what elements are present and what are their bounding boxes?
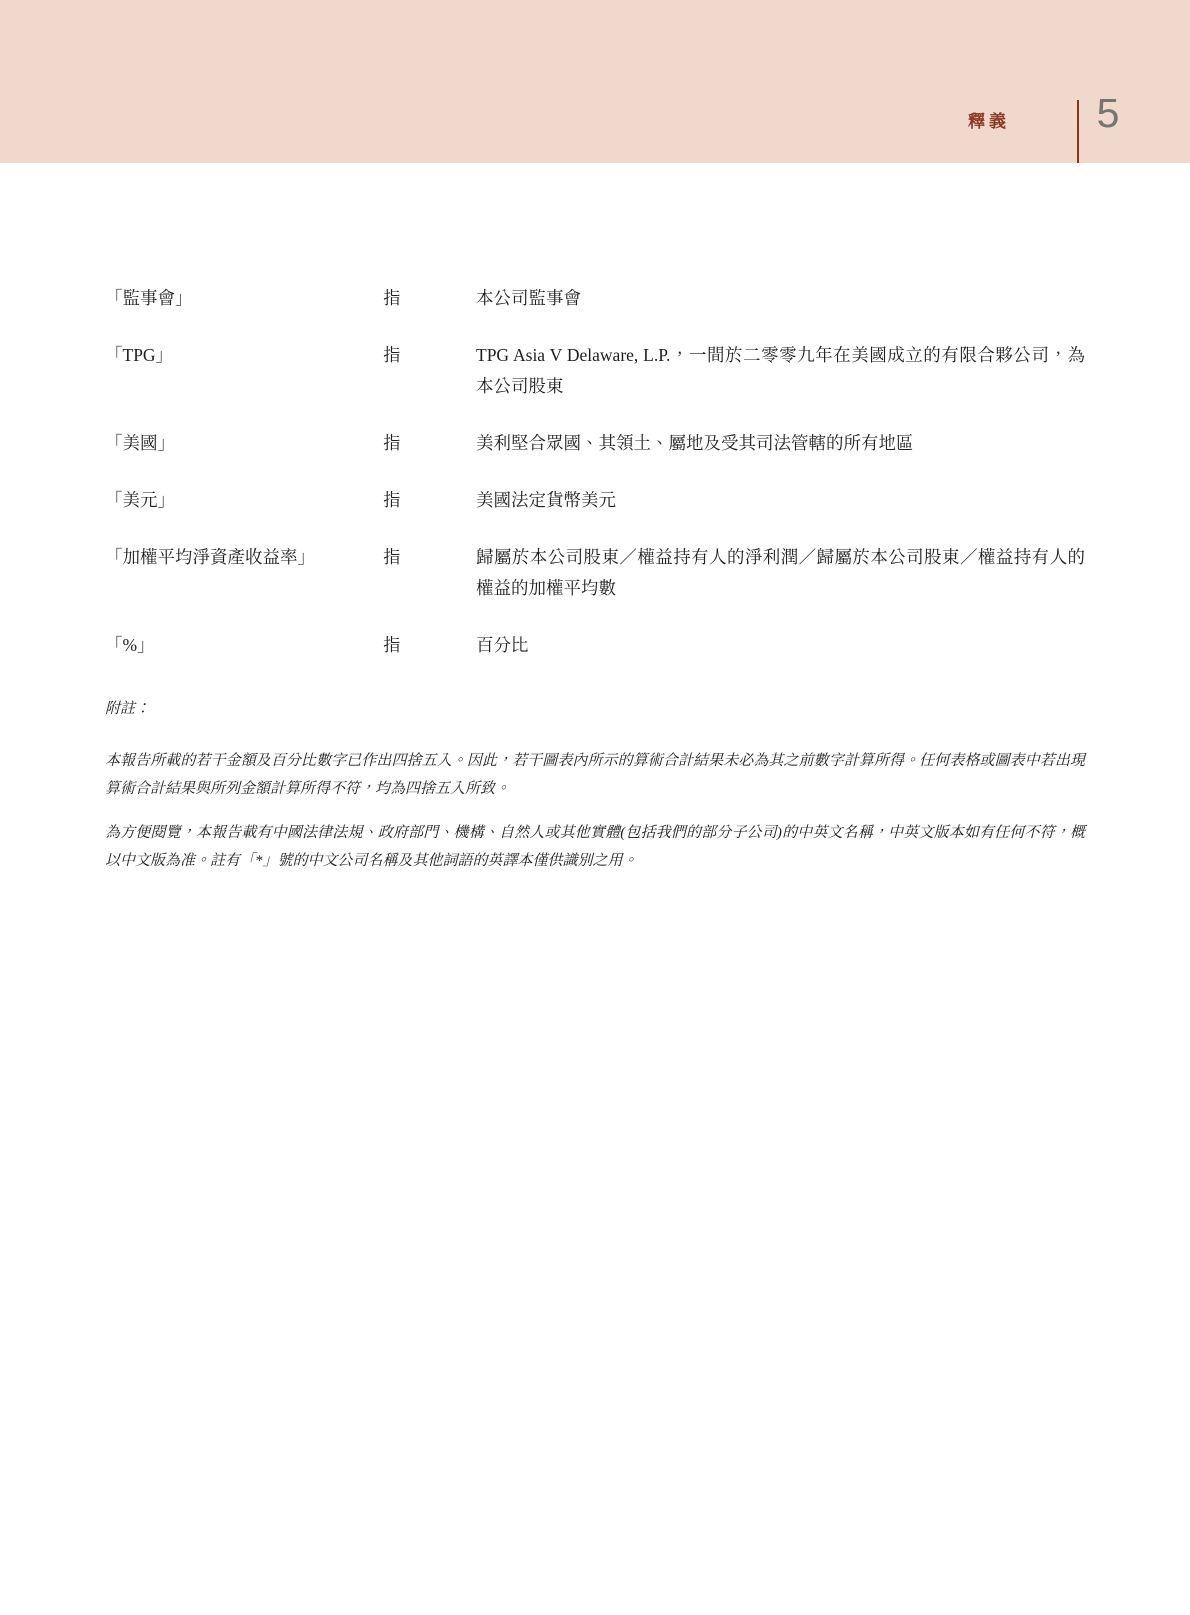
- definition-connector: 指: [383, 635, 401, 655]
- definition-term: 「美元」: [105, 490, 175, 510]
- definition-text: 本公司監事會: [476, 288, 581, 308]
- notes-label: 附註：: [105, 701, 151, 717]
- definition-row: [105, 428, 1085, 459]
- definition-text: TPG Asia V Delaware, L.P.，一間於二零零九年在美國成立的有限合夥公司，為本公司股東: [476, 345, 1085, 396]
- definition-row: [105, 283, 1085, 314]
- definition-text: 百分比: [476, 635, 529, 655]
- definition-term: 「%」: [105, 635, 155, 655]
- definitions-section: [105, 283, 1085, 891]
- page-number: 5: [1096, 90, 1120, 136]
- note-paragraph: 為方便閱覽，本報告載有中國法律法規、政府部門、機構、自然人或其他實體(包括我們的部分子公司)的中英文名稱，中英文版本如有任何不符，概以中文版為准。註有「*」號的中文公司名稱及其他詞語的英譯本僅供識別之用。: [105, 825, 1085, 869]
- notes-section: [105, 695, 1085, 875]
- definition-connector: 指: [383, 345, 401, 365]
- definition-connector: 指: [383, 288, 401, 308]
- definition-connector: 指: [383, 433, 401, 453]
- definition-text: 美國法定貨幣美元: [476, 490, 616, 510]
- definition-term: 「TPG」: [105, 345, 174, 365]
- definition-connector: 指: [383, 547, 401, 567]
- note-paragraph: 本報告所載的若干金額及百分比數字已作出四捨五入。因此，若干圖表內所示的算術合計結果未必為其之前數字計算所得。任何表格或圖表中若出現算術合計結果與所列金額計算所得不符，均為四捨五入所致。: [105, 753, 1085, 797]
- definition-term: 「監事會」: [105, 288, 193, 308]
- section-title: 釋義: [968, 112, 1010, 131]
- definition-term: 「美國」: [105, 433, 175, 453]
- definition-row: [105, 630, 1085, 661]
- header-divider: [1077, 100, 1079, 163]
- definition-row: [105, 340, 1085, 402]
- definition-connector: 指: [383, 490, 401, 510]
- definition-text: 美利堅合眾國、其領土、屬地及受其司法管轄的所有地區: [476, 433, 914, 453]
- definition-term: 「加權平均淨資產收益率」: [105, 547, 315, 567]
- definition-text: 歸屬於本公司股東／權益持有人的淨利潤／歸屬於本公司股東／權益持有人的權益的加權平均數: [476, 547, 1085, 598]
- definition-row: [105, 485, 1085, 516]
- header-band: [0, 0, 1190, 163]
- definition-row: [105, 542, 1085, 604]
